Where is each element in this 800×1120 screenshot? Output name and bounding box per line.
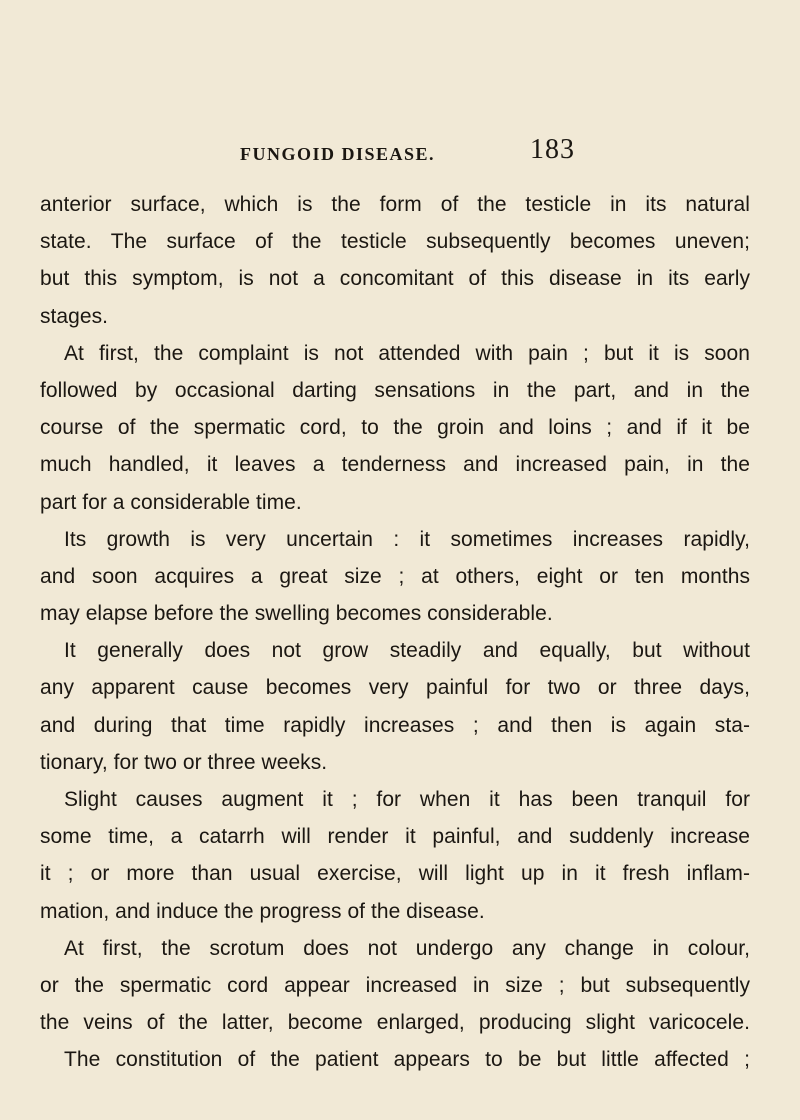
page-number: 183 (530, 134, 575, 165)
running-head (0, 134, 800, 172)
text-line: the veins of the latter, become enlarged, producing slight varicocele. (40, 1011, 750, 1035)
text-line: may elapse before the swelling becomes considerable. (40, 602, 553, 626)
text-line: state. The surface of the testicle subsequently becomes uneven; (40, 230, 750, 254)
text-line: and soon acquires a great size ; at others, eight or ten months (40, 564, 750, 588)
text-line: and during that time rapidly increases ; and then is again sta- (40, 713, 750, 737)
text-line: It generally does not grow steadily and equally, but without (64, 639, 750, 663)
text-line: course of the spermatic cord, to the groin and loins ; and if it be (40, 416, 750, 440)
text-line: some time, a catarrh will render it painful, and suddenly increase (40, 825, 750, 849)
text-line: but this symptom, is not a concomitant of this disease in its early (40, 267, 750, 291)
text-line: tionary, for two or three weeks. (40, 750, 328, 774)
text-line: mation, and induce the progress of the disease. (40, 899, 485, 923)
running-title: FUNGOID DISEASE. (240, 144, 436, 164)
text-line: At first, the scrotum does not undergo any change in colour, (64, 936, 750, 960)
text-line: Its growth is very uncertain : it sometimes increases rapidly, (64, 527, 750, 551)
text-line: or the spermatic cord appear increased in size ; but subsequently (40, 973, 750, 997)
body-text (40, 186, 750, 1079)
text-line: it ; or more than usual exercise, will light up in it fresh inflam- (40, 862, 750, 886)
text-line: The constitution of the patient appears to be but little affected ; (64, 1048, 750, 1072)
text-line: Slight causes augment it ; for when it has been tranquil for (64, 788, 750, 811)
text-line: any apparent cause becomes very painful for two or three days, (40, 676, 750, 700)
text-line: stages. (40, 304, 109, 328)
text-line: part for a considerable time. (40, 490, 302, 514)
text-line: At first, the complaint is not attended with pain ; but it is soon (64, 341, 750, 365)
text-line: followed by occasional darting sensations in the part, and in the (40, 378, 750, 402)
text-line: anterior surface, which is the form of the testicle in its natural (40, 193, 750, 216)
text-line: much handled, it leaves a tenderness and increased pain, in the (40, 453, 750, 477)
